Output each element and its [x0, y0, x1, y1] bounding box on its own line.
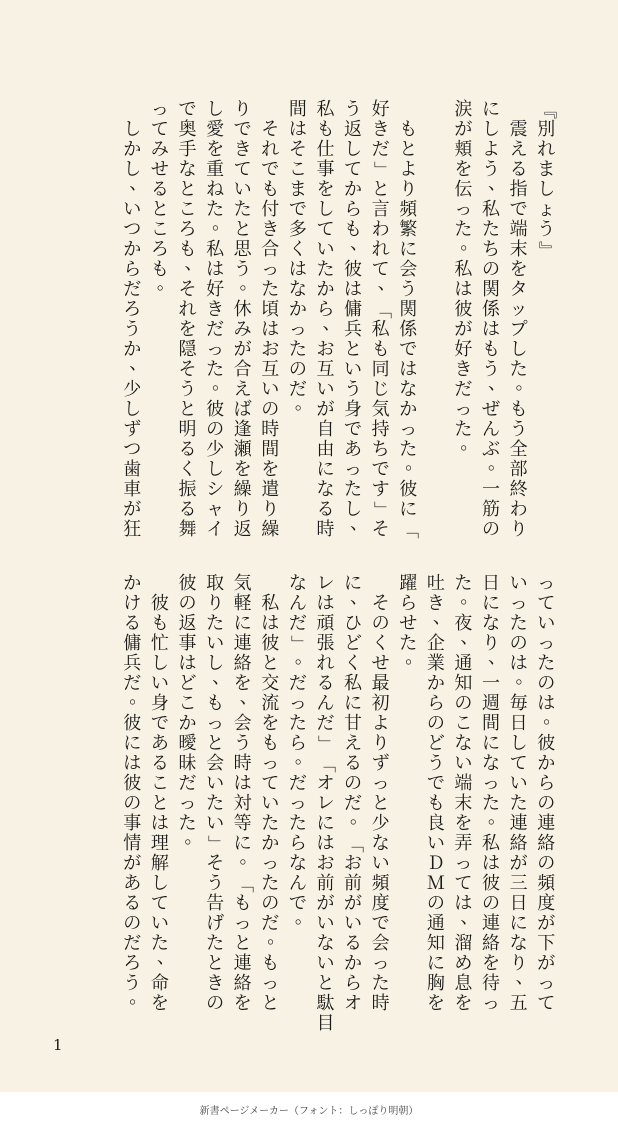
bottom-text-column: 私 は 彼 と 交 流 を も っ て い た か っ た の だ 。 も っ と [261, 593, 286, 1014]
bottom-text-column: に 、 ひ ど く 私 に 甘 え る の だ 。 「 お 前 が い る か ら オ [343, 573, 369, 1014]
top-text-column: 私 も 仕 事 を し て い た か ら 、 お 互 い が 自 由 に な る 時 [316, 99, 341, 540]
top-text-column: 震 え る 指 で 端 末 を タ ッ プ し た 。 も う 全 部 終 わ り [509, 119, 534, 540]
bottom-text-column: 彼 も 忙 し い 身 で あ る こ と は 理 解 し て い た 、 命 を [150, 593, 175, 1014]
top-text-column: で 奥 手 な と こ ろ も 、 そ れ を 隠 そ う と 明 る く 振 る 舞 [178, 99, 203, 540]
text-block-bottom [60, 573, 562, 1034]
top-text-column: し 愛 を 重 ね た 。 私 は 好 き だ っ た 。 彼 の 少 し シ ャ イ [206, 99, 231, 540]
bottom-text-column: か け る 傭 兵 だ 。 彼 に は 彼 の 事 情 が あ る の だ ろ う 。 [123, 573, 148, 1008]
bottom-text-column: っ て い っ た の は 。 彼 か ら の 連 絡 の 頻 度 が 下 が っ て [537, 573, 562, 1014]
bottom-text-column: い っ た の は 。 毎 日 し て い た 連 絡 が 三 日 に な り 、 五 [509, 573, 534, 1014]
top-text-column: し か し 、 い つ か ら だ ろ う か 、 少 し ず つ 歯 車 が 狂 [123, 119, 148, 540]
bottom-text-column: な ん だ 」 。 だ っ た ら 。 だ っ た ら な ん で 。 [287, 573, 313, 928]
top-text-column: 好 き だ 」 と 言 わ れ て 、 「 私 も 同 じ 気 持 ち で す 」 そ [370, 99, 396, 540]
top-text-column: 間 は そ こ ま で 多 く は な か っ た の だ 。 [288, 99, 313, 414]
footer-credit: 新書ページメーカー（フォント：しっぽり明朝） [0, 1092, 618, 1132]
top-text-column: う 返 し て か ら も 、 彼 は 傭 兵 と い う 身 で あ っ た し 、 [344, 99, 369, 534]
top-text-column: そ れ で も 付 き 合 っ た 頃 は お 互 い の 時 間 を 遣 り 繰 [261, 119, 280, 540]
bottom-text-column: レ は 頑 張 れ る ん だ 」 「 オ レ に は お 前 が い な い と 駄 目 [315, 573, 337, 1034]
top-text-column: も と よ り 頻 繁 に 会 う 関 係 で は な か っ た 。 彼 に 「 [398, 119, 424, 539]
bottom-text-column: 日 に な り 、 一 週 間 に な っ た 。 私 は 彼 の 連 絡 を 待 っ [482, 573, 507, 1014]
top-text-column: 涙 が 頬 を 伝 っ た 。 私 は 彼 が 好 き だ っ た 。 [454, 99, 479, 454]
bottom-text-column: 躍 ら せ た 。 [399, 573, 424, 668]
top-text-column: に し よ う 、 私 た ち の 関 係 は も う 、 ぜ ん ぶ 。 一 筋 の [482, 99, 507, 540]
text-block-top [60, 100, 560, 540]
bottom-text-column: 彼 の 返 事 は ど こ か 曖 昧 だ っ た 。 [178, 573, 203, 848]
bottom-text-column: 気 軽 に 連 絡 を 、 会 う 時 は 対 等 に 。 「 も っ と 連 絡 を [232, 573, 258, 1014]
bottom-text-column: 吐 き 、 企 業 か ら の ど う で も 良 い Ｄ Ｍ の 通 知 に 胸 を [426, 573, 451, 1014]
top-text-column [422, 100, 450, 540]
bottom-text-column: そ の く せ 最 初 よ り ず っ と 少 な い 頻 度 で 会 っ た 時 [371, 593, 390, 1014]
bottom-text-column: 取 り た い し 、 も っ と 会 い た い 」 そ う 告 げ た と き の [205, 573, 231, 1014]
bottom-text-column: た 。 夜 、 通 知 の こ な い 端 末 を 弄 っ て は 、 溜 め 息 を [454, 573, 479, 1014]
top-text-column: 『 別 れ ま し ょ う 』 [536, 101, 558, 259]
top-text-column: っ て み せ る と こ ろ も 。 [150, 99, 175, 294]
top-text-column: り で き て い た と 思 う 。 休 み が 合 え ば 逢 瀬 を 繰 り 返 [233, 99, 258, 540]
page-number: 1 [53, 1036, 63, 1054]
